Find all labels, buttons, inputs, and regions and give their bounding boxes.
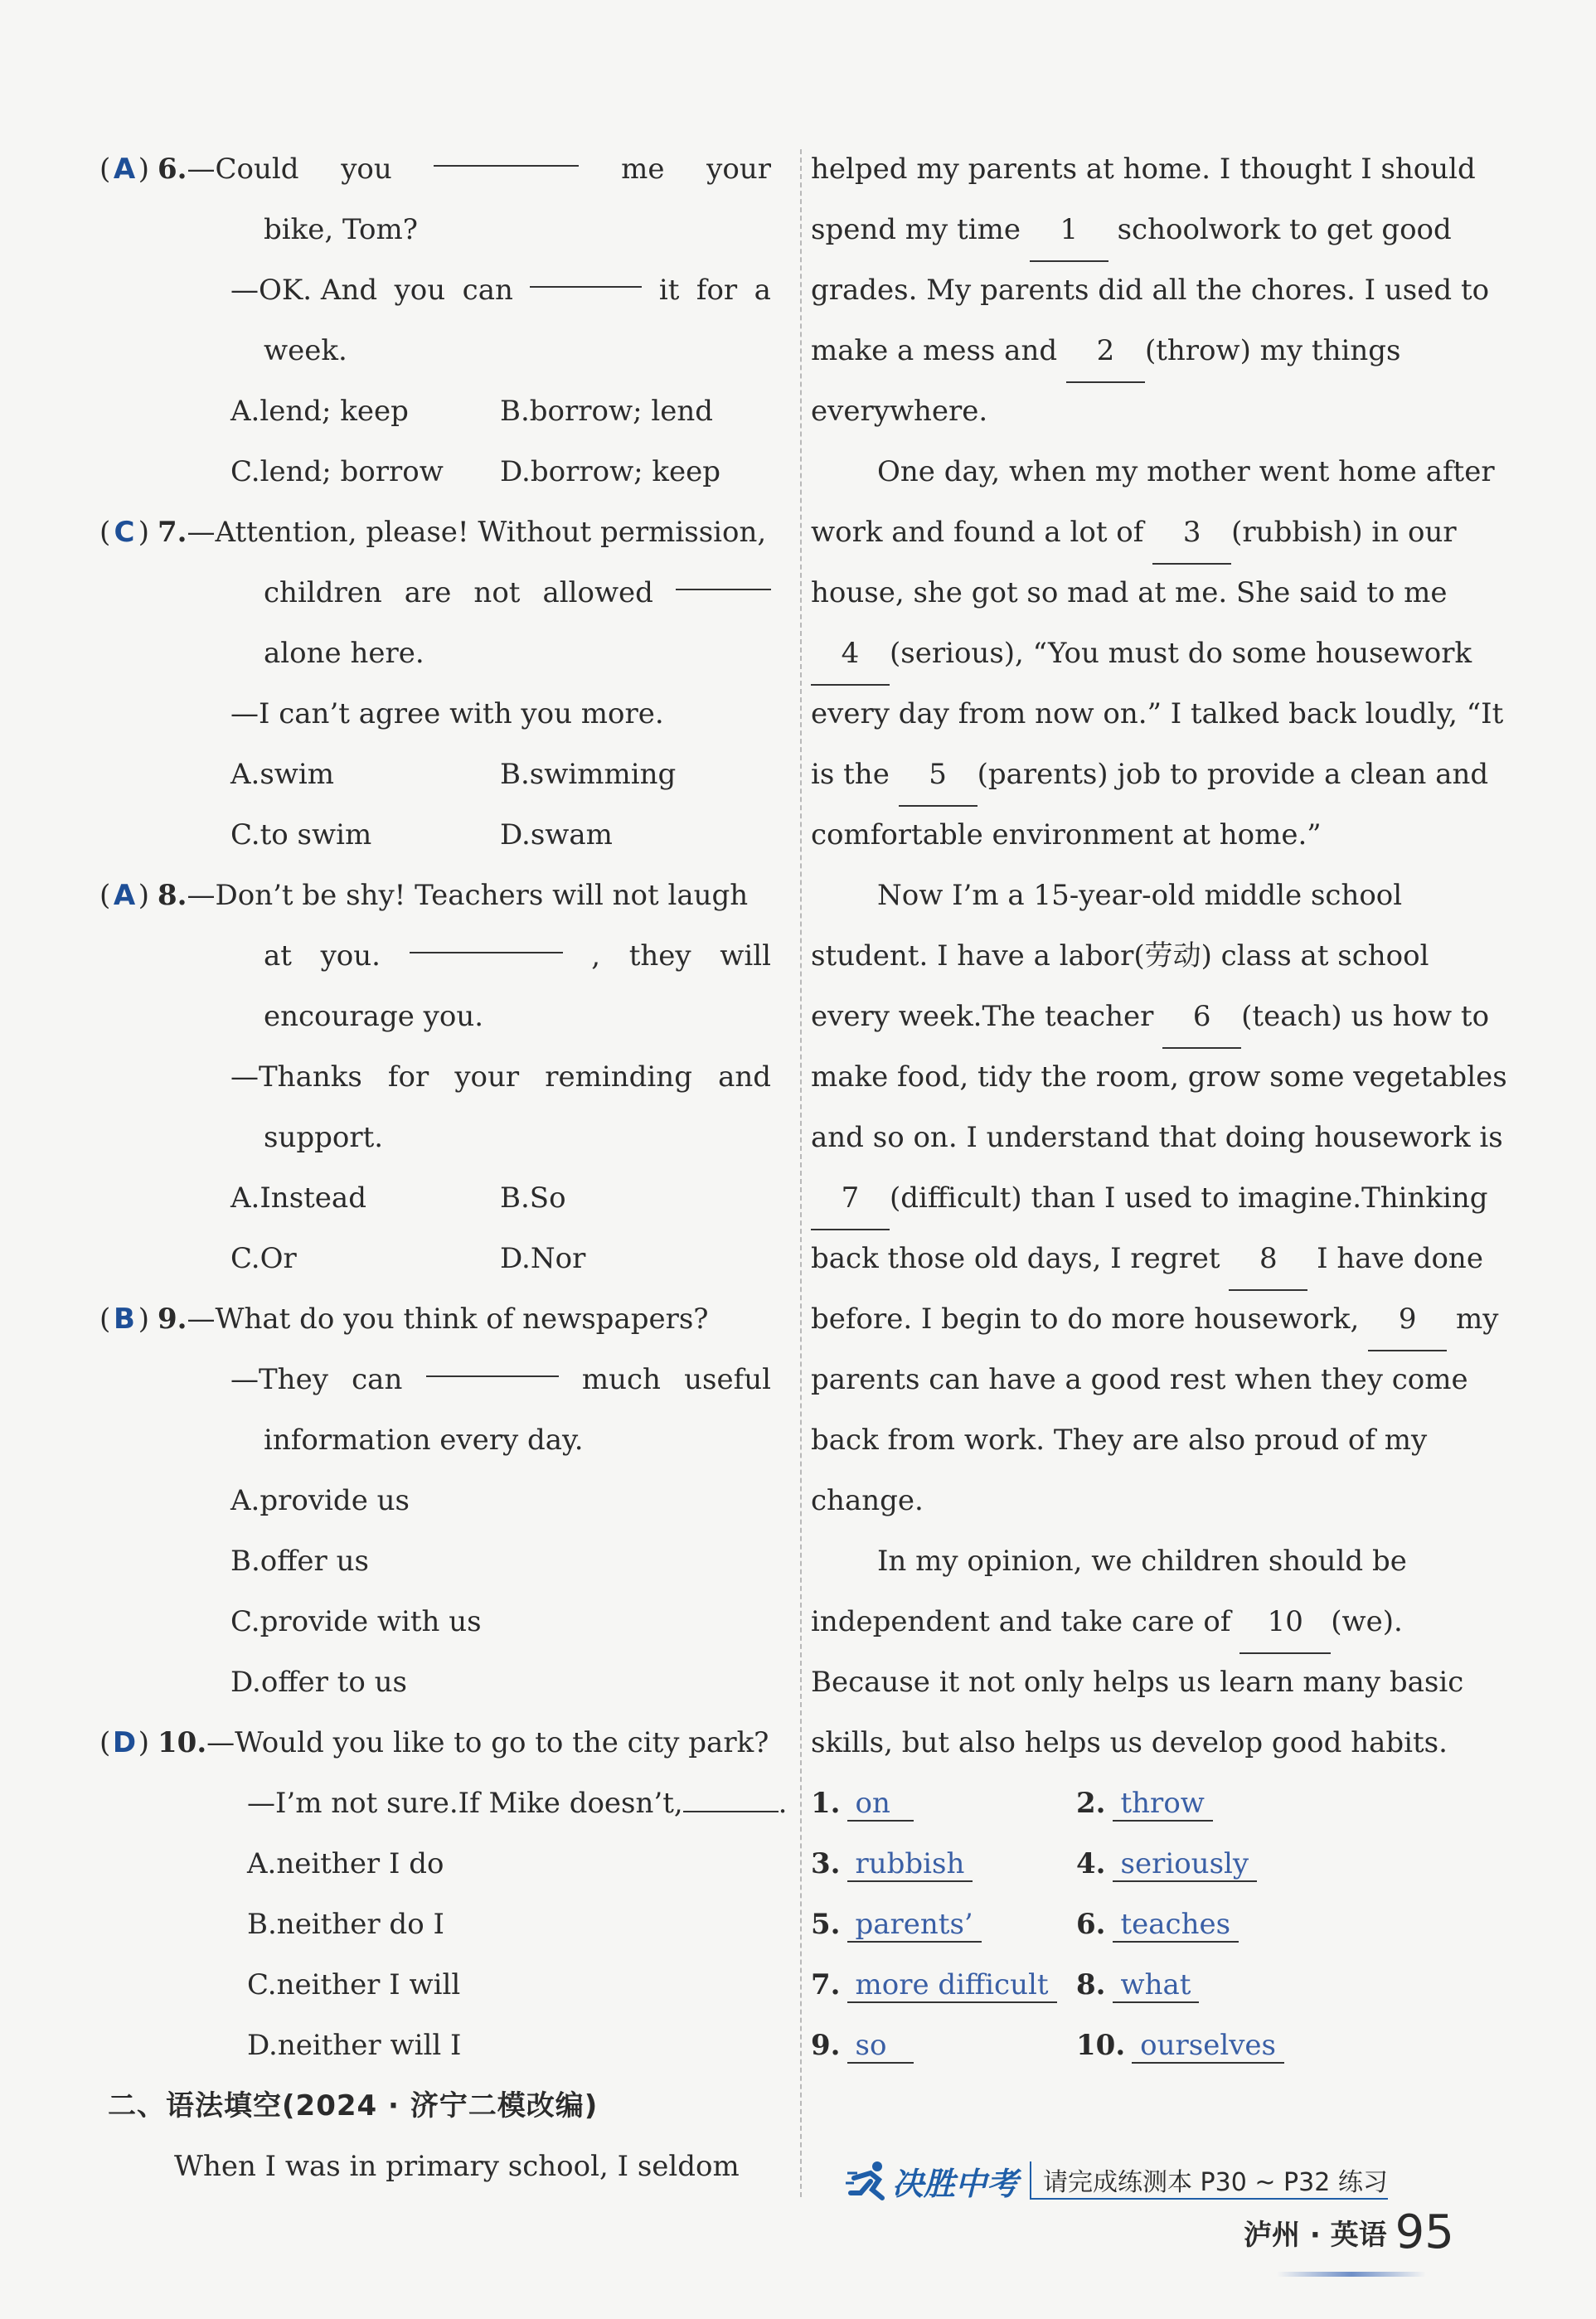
answer-mark: C [114, 516, 135, 549]
answer-paren: ( A ) [99, 866, 149, 926]
answer-item [811, 1908, 1076, 1943]
answer-item [1076, 1908, 1341, 1943]
answer-row [811, 1955, 1470, 2016]
passage-line: and so on. I understand that doing housework is [811, 1121, 1503, 1154]
reply-text: information every day. [264, 1424, 584, 1457]
answer-paren: ( B ) [99, 1289, 149, 1350]
stem-text: , [591, 939, 601, 973]
reply-text: it [658, 274, 680, 307]
passage-line [811, 1289, 1499, 1350]
reply-text: much [581, 1363, 661, 1396]
passage-line [811, 321, 1470, 381]
option-c[interactable]: C.to swim [230, 818, 372, 851]
section-2-heading [99, 2076, 771, 2137]
answer-item [811, 1787, 1076, 1822]
reply-line [99, 260, 771, 321]
passage-line: In my opinion, we children should be [877, 1545, 1407, 1578]
stem-text: —Don’t be shy! Teachers will not laugh [187, 879, 749, 912]
stem-text: they [628, 939, 691, 973]
answer-row [811, 1834, 1470, 1894]
passage-text: (difficult) than I used to imagine.Thinking [890, 1181, 1488, 1215]
question-9 [99, 1289, 771, 1350]
stem-text: —Could [187, 153, 299, 186]
passage-line: student. I have a labor(劳动) class at school [811, 939, 1429, 973]
reply-line [99, 1047, 771, 1108]
blank-1: 1 [1030, 200, 1108, 262]
brand-logo [846, 2158, 1018, 2204]
question-7 [99, 502, 771, 563]
stem-text: bike, Tom? [264, 213, 418, 246]
passage-text: every week.The teacher [811, 1000, 1154, 1033]
passage-line: Now I’m a 15-year-old middle school [877, 879, 1403, 912]
passage-line [811, 502, 1470, 563]
option-b[interactable]: B.borrow; lend [500, 395, 714, 428]
answer-list [811, 1773, 1470, 2076]
option-d[interactable]: D.offer to us [230, 1666, 407, 1699]
reply-text: your [454, 1060, 520, 1094]
options-row [99, 805, 771, 866]
reply-text: —OK. And [230, 274, 378, 307]
passage-line [811, 745, 1489, 805]
answer-number: 7. [811, 1967, 841, 2001]
passage-line: Because it not only helps us learn many basic [811, 1666, 1464, 1699]
answer-field[interactable]: so [847, 2029, 914, 2064]
left-column [99, 139, 788, 2197]
decorative-underline [1277, 2272, 1426, 2277]
passage-line [811, 987, 1490, 1047]
section-title: 二、语法填空(2024 · 济宁二模改编) [108, 2089, 599, 2123]
reply-text: can [352, 1363, 403, 1396]
reply-text: a [754, 274, 771, 307]
practice-reference: 请完成练测本 P30 ~ P32 练习 [1030, 2161, 1388, 2200]
right-column [811, 139, 1507, 2076]
passage-text: make a mess and [811, 334, 1058, 367]
answer-mark: D [112, 1726, 137, 1759]
question-number: 7. [158, 516, 187, 549]
stem-text: your [706, 153, 771, 186]
answer-item [811, 1968, 1076, 2003]
passage [811, 139, 1507, 1773]
answer-paren: ( C ) [99, 502, 149, 563]
question-10 [99, 1713, 771, 1773]
option-d[interactable]: D.swam [500, 818, 613, 851]
passage-line: helped my parents at home. I thought I should [811, 153, 1476, 186]
blank-2: 2 [1066, 321, 1145, 383]
options-row [99, 1229, 771, 1289]
answer-field[interactable]: what [1113, 1968, 1200, 2003]
answer-item [811, 1847, 1076, 1882]
passage-line: comfortable environment at home.” [811, 818, 1322, 851]
passage-line [811, 1168, 1488, 1229]
page-number: 95 [1395, 2205, 1454, 2259]
stem-text: you [341, 153, 392, 186]
reply-text: —I can’t agree with you more. [230, 697, 664, 730]
passage-text: (serious), “You must do some housework [890, 637, 1472, 670]
stem-text: children [264, 576, 382, 609]
footer-banner [846, 2152, 1476, 2210]
fill-blank [426, 1350, 559, 1377]
reply-text: —They [230, 1363, 328, 1396]
answer-item [1076, 1847, 1341, 1882]
stem-text: are [404, 576, 452, 609]
passage-text: When I was in primary school, I seldom [174, 2150, 740, 2183]
option-a[interactable]: A.lend; keep [230, 395, 409, 428]
runner-icon [846, 2160, 892, 2201]
fill-blank [683, 1785, 779, 1812]
answer-number: 1. [811, 1786, 841, 1820]
option-c[interactable]: C.neither I will [247, 1968, 461, 2001]
passage-line: parents can have a good rest when they come [811, 1363, 1468, 1396]
option-c[interactable]: C.Or [230, 1242, 297, 1275]
answer-field[interactable]: more difficult [847, 1968, 1057, 2003]
options-row [99, 381, 771, 442]
answer-number: 10. [1076, 2028, 1126, 2062]
option-d[interactable]: D.neither will I [247, 2029, 462, 2062]
blank-7: 7 [811, 1168, 890, 1230]
passage-text: spend my time [811, 213, 1021, 246]
passage-text: (parents) job to provide a clean and [977, 758, 1489, 791]
option-d[interactable]: D.borrow; keep [500, 455, 721, 488]
question-6 [99, 139, 771, 200]
region-subject: 泸州 · 英语 [1244, 2219, 1387, 2252]
answer-field[interactable]: seriously [1113, 1847, 1258, 1882]
column-divider [800, 149, 802, 2197]
reply-text: reminding [545, 1060, 692, 1094]
reply-text: and [718, 1060, 771, 1094]
passage-line: every day from now on.” I talked back loudly, “It [811, 697, 1504, 730]
passage-line [811, 1229, 1483, 1289]
reply-text: you [394, 274, 446, 307]
passage-line: change. [811, 1484, 924, 1517]
stem-text: at [264, 939, 292, 973]
option-a[interactable]: A.neither I do [247, 1847, 444, 1880]
passage-text: (throw) my things [1144, 334, 1401, 367]
passage-text: before. I begin to do more housework, [811, 1303, 1360, 1336]
option-a[interactable]: A.provide us [230, 1484, 410, 1517]
passage-line: One day, when my mother went home after [877, 455, 1495, 488]
page-info [1244, 2205, 1454, 2259]
answer-item [1076, 1787, 1341, 1822]
passage-line: everywhere. [811, 395, 988, 428]
blank-10: 10 [1239, 1592, 1331, 1654]
passage-text: my [1455, 1303, 1499, 1336]
passage-line: make food, tidy the room, grow some vegetables [811, 1060, 1507, 1094]
question-number: 6. [158, 153, 187, 186]
answer-number: 5. [811, 1907, 841, 1941]
stem-text: me [621, 153, 665, 186]
answer-number: 4. [1076, 1846, 1106, 1880]
passage-line [811, 200, 1470, 260]
stem-text: encourage you. [264, 1000, 484, 1033]
answer-field[interactable]: throw [1113, 1787, 1213, 1822]
passage-line: back from work. They are also proud of my [811, 1424, 1428, 1457]
stem-text: not [473, 576, 521, 609]
passage-text: independent and take care of [811, 1605, 1231, 1638]
answer-field[interactable]: parents’ [847, 1908, 982, 1943]
passage-text: (rubbish) in our [1231, 516, 1457, 549]
answer-field[interactable]: teaches [1113, 1908, 1239, 1943]
question-number: 8. [158, 879, 187, 912]
option-a[interactable]: A.swim [230, 758, 335, 791]
options-row [99, 745, 771, 805]
options-row [99, 1168, 771, 1229]
stem-text: you. [320, 939, 381, 973]
passage-line: grades. My parents did all the chores. I used to [811, 274, 1490, 307]
answer-row [811, 2016, 1470, 2076]
brand-name: 决胜中考 [892, 2165, 1019, 2202]
fill-blank [530, 260, 642, 288]
passage-text: (teach) us how to [1241, 1000, 1490, 1033]
answer-item [1076, 1968, 1341, 2003]
answer-paren: ( A ) [99, 139, 149, 200]
passage-text: I have done [1317, 1242, 1483, 1275]
option-c[interactable]: C.lend; borrow [230, 455, 444, 488]
passage-line: skills, but also helps us develop good habits. [811, 1726, 1448, 1759]
option-b[interactable]: B.swimming [500, 758, 677, 791]
option-b[interactable]: B.neither do I [247, 1908, 444, 1941]
reply-text: —I’m not sure.If Mike doesn’t, [247, 1787, 683, 1820]
passage-text: is the [811, 758, 890, 791]
passage-line [811, 623, 1470, 684]
reply-line: —I’m not sure.If Mike doesn’t, . [247, 1787, 788, 1820]
fill-blank [434, 139, 579, 167]
answer-mark: A [113, 879, 136, 912]
stem-line [99, 563, 771, 623]
stem-text: allowed [542, 576, 653, 609]
question-number: 10. [158, 1726, 207, 1759]
reply-text: support. [264, 1121, 384, 1154]
answer-field[interactable]: rubbish [847, 1847, 973, 1882]
blank-3: 3 [1152, 502, 1231, 565]
stem-text: alone here. [264, 637, 424, 670]
blank-9: 9 [1368, 1289, 1447, 1351]
answer-row [811, 1894, 1470, 1955]
options-row [99, 442, 771, 502]
option-b[interactable]: B.So [500, 1181, 566, 1215]
stem-text: will [720, 939, 771, 973]
answer-field[interactable]: on [847, 1787, 914, 1822]
answer-field[interactable]: ourselves [1132, 2029, 1284, 2064]
fill-blank [410, 926, 563, 953]
question-number: 9. [158, 1303, 187, 1336]
answer-row [811, 1773, 1470, 1834]
blank-6: 6 [1162, 987, 1241, 1049]
answer-mark: B [114, 1303, 135, 1336]
blank-4: 4 [811, 623, 890, 686]
blank-5: 5 [899, 745, 977, 807]
passage-text: schoolwork to get good [1117, 213, 1452, 246]
passage-line [811, 1592, 1470, 1652]
answer-mark: A [113, 153, 136, 186]
reply-text: for [387, 1060, 429, 1094]
stem-line [99, 926, 771, 987]
stem-text: —Attention, please! Without permission, [187, 516, 767, 549]
fill-blank [676, 563, 771, 590]
answer-number: 8. [1076, 1967, 1106, 2001]
reply-text: useful [684, 1363, 771, 1396]
answer-number: 2. [1076, 1786, 1106, 1820]
option-a[interactable]: A.Instead [230, 1181, 366, 1215]
answer-number: 9. [811, 2028, 841, 2062]
option-b[interactable]: B.offer us [230, 1545, 369, 1578]
reply-text: can [462, 274, 513, 307]
answer-item [811, 2029, 1076, 2064]
reply-text: —Thanks [230, 1060, 362, 1094]
reply-text: week. [264, 334, 347, 367]
answer-paren: ( D ) [99, 1713, 149, 1773]
stem-text: —Would you like to go to the city park? [206, 1726, 769, 1759]
question-8 [99, 866, 771, 926]
passage-text: work and found a lot of [811, 516, 1144, 549]
passage-text: back those old days, I regret [811, 1242, 1220, 1275]
passage-intro [99, 2137, 771, 2197]
answer-number: 3. [811, 1846, 841, 1880]
passage-text: (we). [1331, 1605, 1403, 1638]
option-c[interactable]: C.provide with us [230, 1605, 482, 1638]
answer-number: 6. [1076, 1907, 1106, 1941]
passage-line: house, she got so mad at me. She said to me [811, 576, 1448, 609]
blank-8: 8 [1229, 1229, 1307, 1291]
reply-line [99, 1350, 771, 1410]
reply-text: for [696, 274, 738, 307]
option-d[interactable]: D.Nor [500, 1242, 586, 1275]
stem-text: —What do you think of newspapers? [187, 1303, 709, 1336]
answer-item [1076, 2029, 1341, 2064]
